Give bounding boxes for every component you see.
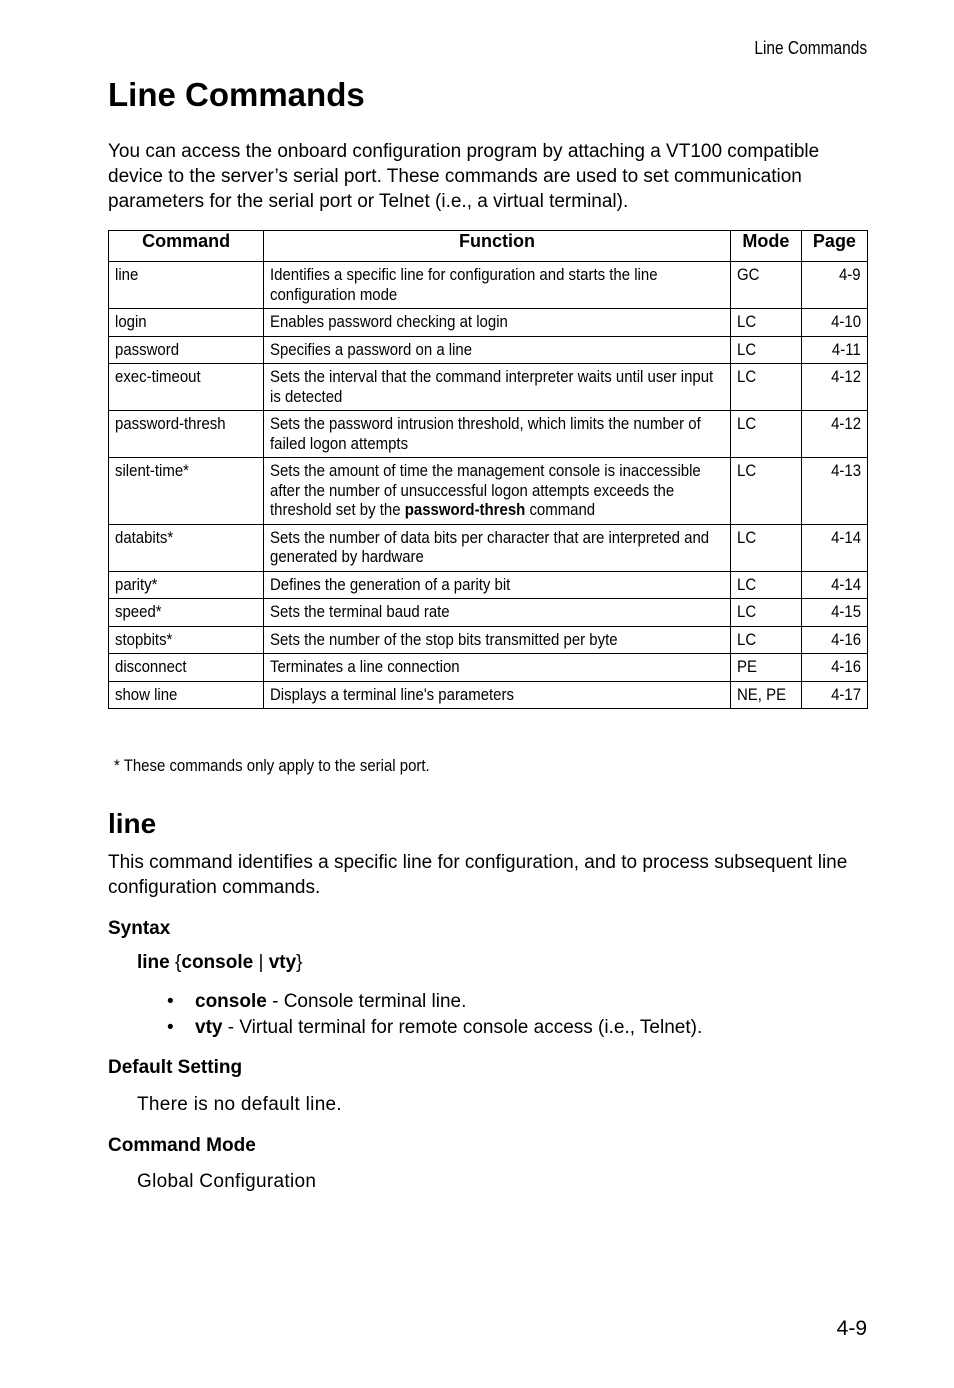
function-text: Enables password checking at login: [270, 312, 509, 331]
cell-command: [109, 336, 264, 364]
cell-function-text: [270, 630, 721, 650]
syntax-command: line: [137, 952, 170, 973]
cell-page-text: 4-14: [831, 574, 861, 594]
cell-page-text: 4-10: [831, 312, 861, 331]
cell-function: [264, 599, 731, 627]
cell-command-text: speed*: [115, 602, 162, 621]
command-mode-heading: Command Mode: [108, 1135, 256, 1156]
cell-function-text: [270, 414, 721, 453]
section-description: This command identifies a specific line for configuration, and to process subsequent line configuration commands.: [108, 852, 848, 898]
cell-mode: [730, 364, 801, 411]
function-text: Displays a terminal line's parameters: [270, 684, 515, 704]
running-header: Line Commands: [754, 38, 867, 58]
bullet-icon: •: [167, 1017, 174, 1038]
cell-page-text: 4-9: [839, 265, 861, 284]
cell-page: [801, 654, 867, 682]
table-row: [109, 654, 868, 682]
column-header-page: Page: [801, 231, 867, 262]
syntax-separator: |: [253, 952, 269, 973]
cell-command-text: line: [115, 265, 139, 284]
cell-function: [264, 654, 731, 682]
cell-page-text: 4-12: [831, 414, 861, 433]
cell-command: [109, 262, 264, 309]
syntax-line: [137, 952, 303, 974]
table-row: [109, 681, 868, 709]
table-row: [109, 262, 868, 309]
cell-page: [801, 681, 867, 709]
cell-mode: [730, 599, 801, 627]
cell-function-text: [270, 602, 721, 622]
cell-mode: [730, 458, 801, 525]
table-header-row: [109, 231, 868, 262]
cell-command: [109, 681, 264, 709]
table-row: [109, 364, 868, 411]
cell-page-text: 4-13: [831, 461, 861, 480]
default-setting-heading: Default Setting: [108, 1057, 243, 1078]
cell-function-text: [270, 340, 721, 360]
cell-command-text: silent-time*: [115, 461, 190, 480]
cell-command-text: parity*: [115, 574, 158, 594]
table-row: [109, 524, 868, 571]
cell-page: [801, 336, 867, 364]
cell-mode: [730, 681, 801, 709]
function-text: Identifies a specific line for configuration and starts the line configuration mode: [270, 265, 658, 304]
cell-function: [264, 458, 731, 525]
cell-mode-text: LC: [736, 414, 756, 433]
cell-page: [801, 524, 867, 571]
table-row: [109, 599, 868, 627]
function-text: Specifies a password on a line: [270, 339, 473, 359]
cell-mode-text: LC: [736, 339, 756, 359]
table-row: [109, 571, 868, 599]
cell-page: [801, 599, 867, 627]
function-bold-text: password-thresh: [404, 500, 526, 519]
function-text: Sets the password intrusion threshold, which limits the number of failed logon attempts: [270, 414, 701, 453]
option-list: [137, 989, 702, 1041]
cell-mode-text: LC: [736, 574, 756, 594]
cell-mode: [730, 571, 801, 599]
syntax-option-console: console: [181, 952, 254, 973]
cell-mode: [730, 309, 801, 337]
cell-function: [264, 309, 731, 337]
cell-function: [264, 524, 731, 571]
cell-mode: [730, 654, 801, 682]
cell-mode: [730, 411, 801, 458]
cell-function: [264, 411, 731, 458]
cell-page: [801, 626, 867, 654]
cell-command-text: login: [115, 312, 147, 331]
cell-function: [264, 626, 731, 654]
page-number: 4-9: [836, 1317, 867, 1340]
column-header-mode: Mode: [730, 231, 801, 262]
cell-page-text: 4-17: [831, 684, 861, 704]
bullet-icon: •: [167, 991, 174, 1012]
cell-function: [264, 681, 731, 709]
cell-command-text: exec-timeout: [115, 367, 201, 386]
page-title: Line Commands: [108, 76, 365, 113]
cell-mode-text: LC: [736, 312, 756, 331]
cell-page: [801, 262, 867, 309]
cell-command-text: disconnect: [115, 657, 187, 676]
cell-mode: [730, 626, 801, 654]
cell-mode: [730, 262, 801, 309]
section-title: line: [108, 808, 157, 839]
cell-function-text: [270, 657, 721, 677]
function-text: Defines the generation of a parity bit: [270, 574, 511, 594]
intro-paragraph: You can access the onboard configuration program by attaching a VT100 compatible device to the server’s serial port. These commands are used to set communication parameters for the serial port or Telnet (i.e., a virtual terminal).: [108, 141, 820, 212]
cell-function: [264, 364, 731, 411]
cell-function-text: [270, 312, 721, 332]
cell-command: [109, 364, 264, 411]
cell-function-text: [270, 528, 721, 567]
option-term: console: [195, 991, 267, 1012]
syntax-brace-close: }: [296, 952, 303, 973]
cell-command: [109, 458, 264, 525]
syntax-brace-open: {: [175, 952, 182, 973]
cell-mode: [730, 336, 801, 364]
cell-mode-text: NE, PE: [736, 684, 786, 704]
cell-mode-text: LC: [736, 461, 756, 480]
cell-page: [801, 309, 867, 337]
table-row: [109, 411, 868, 458]
cell-page-text: 4-14: [831, 527, 861, 547]
option-desc: - Virtual terminal for remote console access (i.e., Telnet).: [222, 1017, 703, 1038]
cell-function-text: [270, 461, 721, 520]
column-header-function: Function: [264, 231, 731, 262]
cell-page: [801, 364, 867, 411]
cell-mode-text: LC: [736, 527, 756, 547]
cell-command-text: password-thresh: [115, 414, 226, 433]
option-term: vty: [195, 1017, 223, 1038]
cell-command: [109, 524, 264, 571]
cell-command: [109, 309, 264, 337]
option-desc: - Console terminal line.: [266, 991, 467, 1012]
cell-function: [264, 571, 731, 599]
cell-function-text: [270, 575, 721, 595]
table-footnote: * These commands only apply to the serial port.: [114, 756, 430, 775]
function-text: Terminates a line connection: [270, 657, 460, 676]
cell-mode-text: LC: [736, 629, 756, 649]
function-text: Sets the terminal baud rate: [270, 602, 450, 621]
cell-command-text: show line: [115, 684, 178, 704]
cell-command: [109, 654, 264, 682]
cell-mode-text: GC: [736, 265, 760, 284]
cell-command-text: databits*: [115, 527, 174, 547]
syntax-option-vty: vty: [268, 952, 297, 973]
cell-page: [801, 411, 867, 458]
list-item: [137, 989, 702, 1015]
cell-command: [109, 571, 264, 599]
default-setting-text: There is no default line.: [137, 1094, 343, 1115]
cell-page: [801, 458, 867, 525]
table-row: [109, 626, 868, 654]
function-tail-text: command: [525, 500, 596, 519]
cell-mode-text: LC: [736, 602, 756, 621]
cell-command-text: password: [115, 339, 180, 359]
cell-page: [801, 571, 867, 599]
cell-page-text: 4-15: [831, 602, 861, 621]
syntax-heading: Syntax: [108, 918, 171, 939]
list-item: [137, 1015, 702, 1041]
cell-page-text: 4-16: [831, 629, 861, 649]
cell-mode: [730, 524, 801, 571]
cell-mode-text: PE: [736, 657, 757, 676]
table-row: [109, 309, 868, 337]
command-mode-text: Global Configuration: [137, 1171, 317, 1192]
function-text: Sets the amount of time the management console is inaccessible after the number of unsuccessful logon attempts exceeds the threshold set by the: [270, 461, 701, 519]
function-text: Sets the interval that the command interpreter waits until user input is detected: [270, 367, 714, 406]
column-header-command: Command: [109, 231, 264, 262]
command-table: [108, 230, 868, 709]
function-text: Sets the number of data bits per character that are interpreted and generated by hardware: [270, 527, 710, 566]
cell-function-text: [270, 367, 721, 406]
table-row: [109, 336, 868, 364]
table-row: [109, 458, 868, 525]
cell-command: [109, 411, 264, 458]
cell-command: [109, 599, 264, 627]
cell-function: [264, 262, 731, 309]
cell-command-text: stopbits*: [115, 629, 173, 649]
cell-command: [109, 626, 264, 654]
cell-mode-text: LC: [736, 367, 756, 386]
cell-function-text: [270, 685, 721, 705]
cell-page-text: 4-16: [831, 657, 861, 676]
cell-function: [264, 336, 731, 364]
cell-page-text: 4-11: [832, 339, 861, 359]
function-text: Sets the number of the stop bits transmitted per byte: [270, 629, 618, 649]
cell-page-text: 4-12: [831, 367, 861, 386]
cell-function-text: [270, 265, 721, 304]
